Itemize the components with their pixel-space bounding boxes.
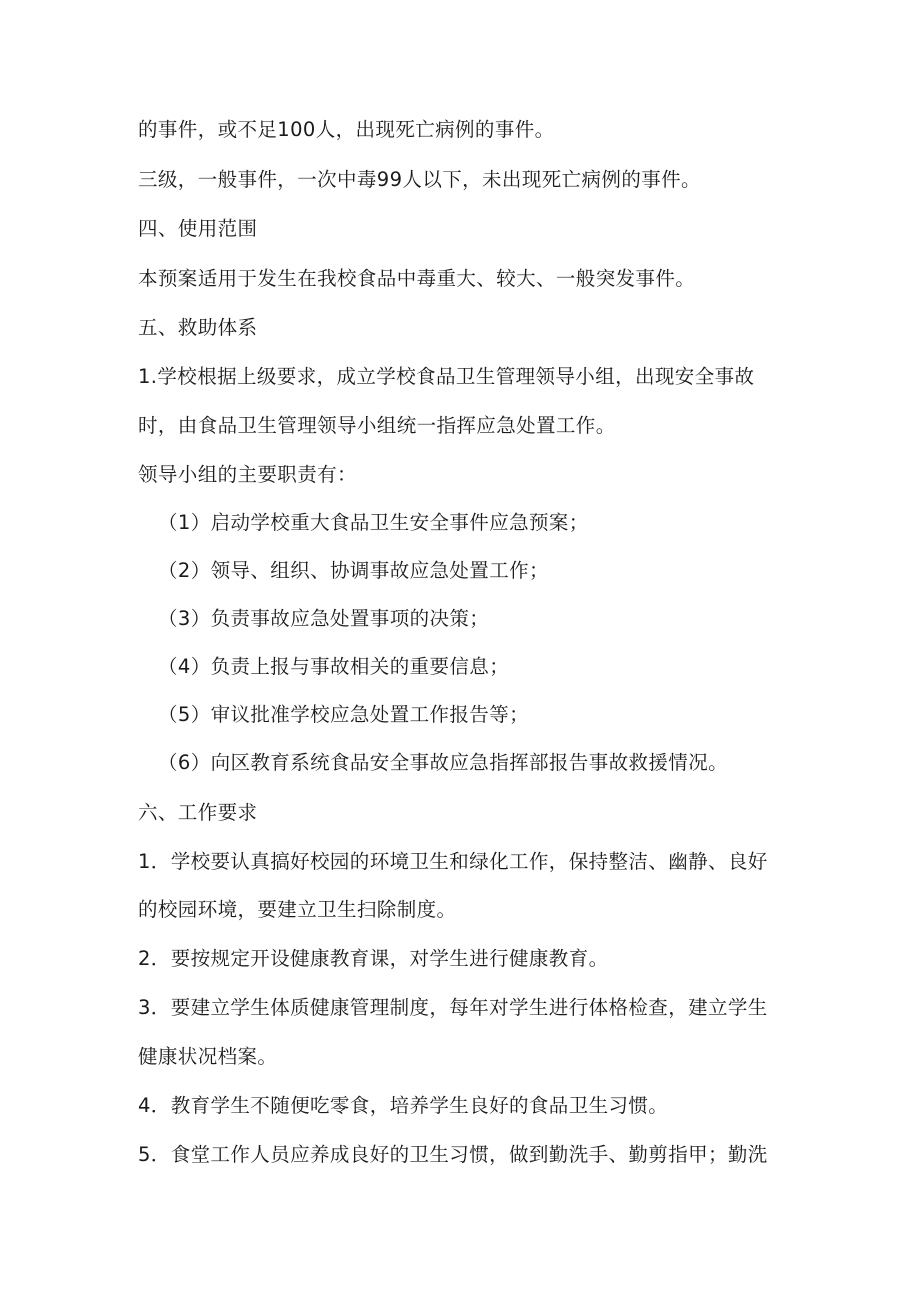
text-line: 的校园环境，要建立卫生扫除制度。 (138, 898, 457, 921)
list-item: （2）领导、组织、协调事故应急处置工作； (158, 559, 549, 582)
text-line: 时，由食品卫生管理领导小组统一指挥应急处置工作。 (138, 414, 616, 437)
section-heading: 四、使用范围 (138, 217, 258, 240)
text-line: 健康状况档案。 (138, 1045, 278, 1068)
list-item: （4）负责上报与事故相关的重要信息； (158, 655, 510, 678)
list-item: （3）负责事故应急处置事项的决策； (158, 607, 490, 630)
section-heading: 五、救助体系 (138, 316, 258, 339)
text-line: 三级，一般事件，一次中毒99人以下，未出现死亡病例的事件。 (138, 168, 701, 191)
text-line: 5．食堂工作人员应养成良好的卫生习惯，做到勤洗手、勤剪指甲；勤洗 (138, 1143, 768, 1166)
text-line: 4．教育学生不随便吃零食，培养学生良好的食品卫生习惯。 (138, 1094, 669, 1117)
text-line: 本预案适用于发生在我校食品中毒重大、较大、一般突发事件。 (138, 267, 696, 290)
text-line: 1．学校要认真搞好校园的环境卫生和绿化工作，保持整洁、幽静、良好 (138, 850, 768, 873)
text-line: 的事件，或不足100人，出现死亡病例的事件。 (138, 118, 555, 141)
text-line: 3．要建立学生体质健康管理制度，每年对学生进行体格检查，建立学生 (138, 996, 768, 1019)
list-item: （6）向区教育系统食品安全事故应急指挥部报告事故救援情况。 (158, 751, 729, 774)
list-item: （5）审议批准学校应急处置工作报告等； (158, 703, 530, 726)
text-line: 1.学校根据上级要求，成立学校食品卫生管理领导小组，出现安全事故 (138, 365, 755, 388)
text-line: 领导小组的主要职责有： (138, 463, 357, 486)
text-line: 2．要按规定开设健康教育课，对学生进行健康教育。 (138, 947, 609, 970)
section-heading: 六、工作要求 (138, 801, 258, 824)
list-item: （1）启动学校重大食品卫生安全事件应急预案； (158, 511, 589, 534)
